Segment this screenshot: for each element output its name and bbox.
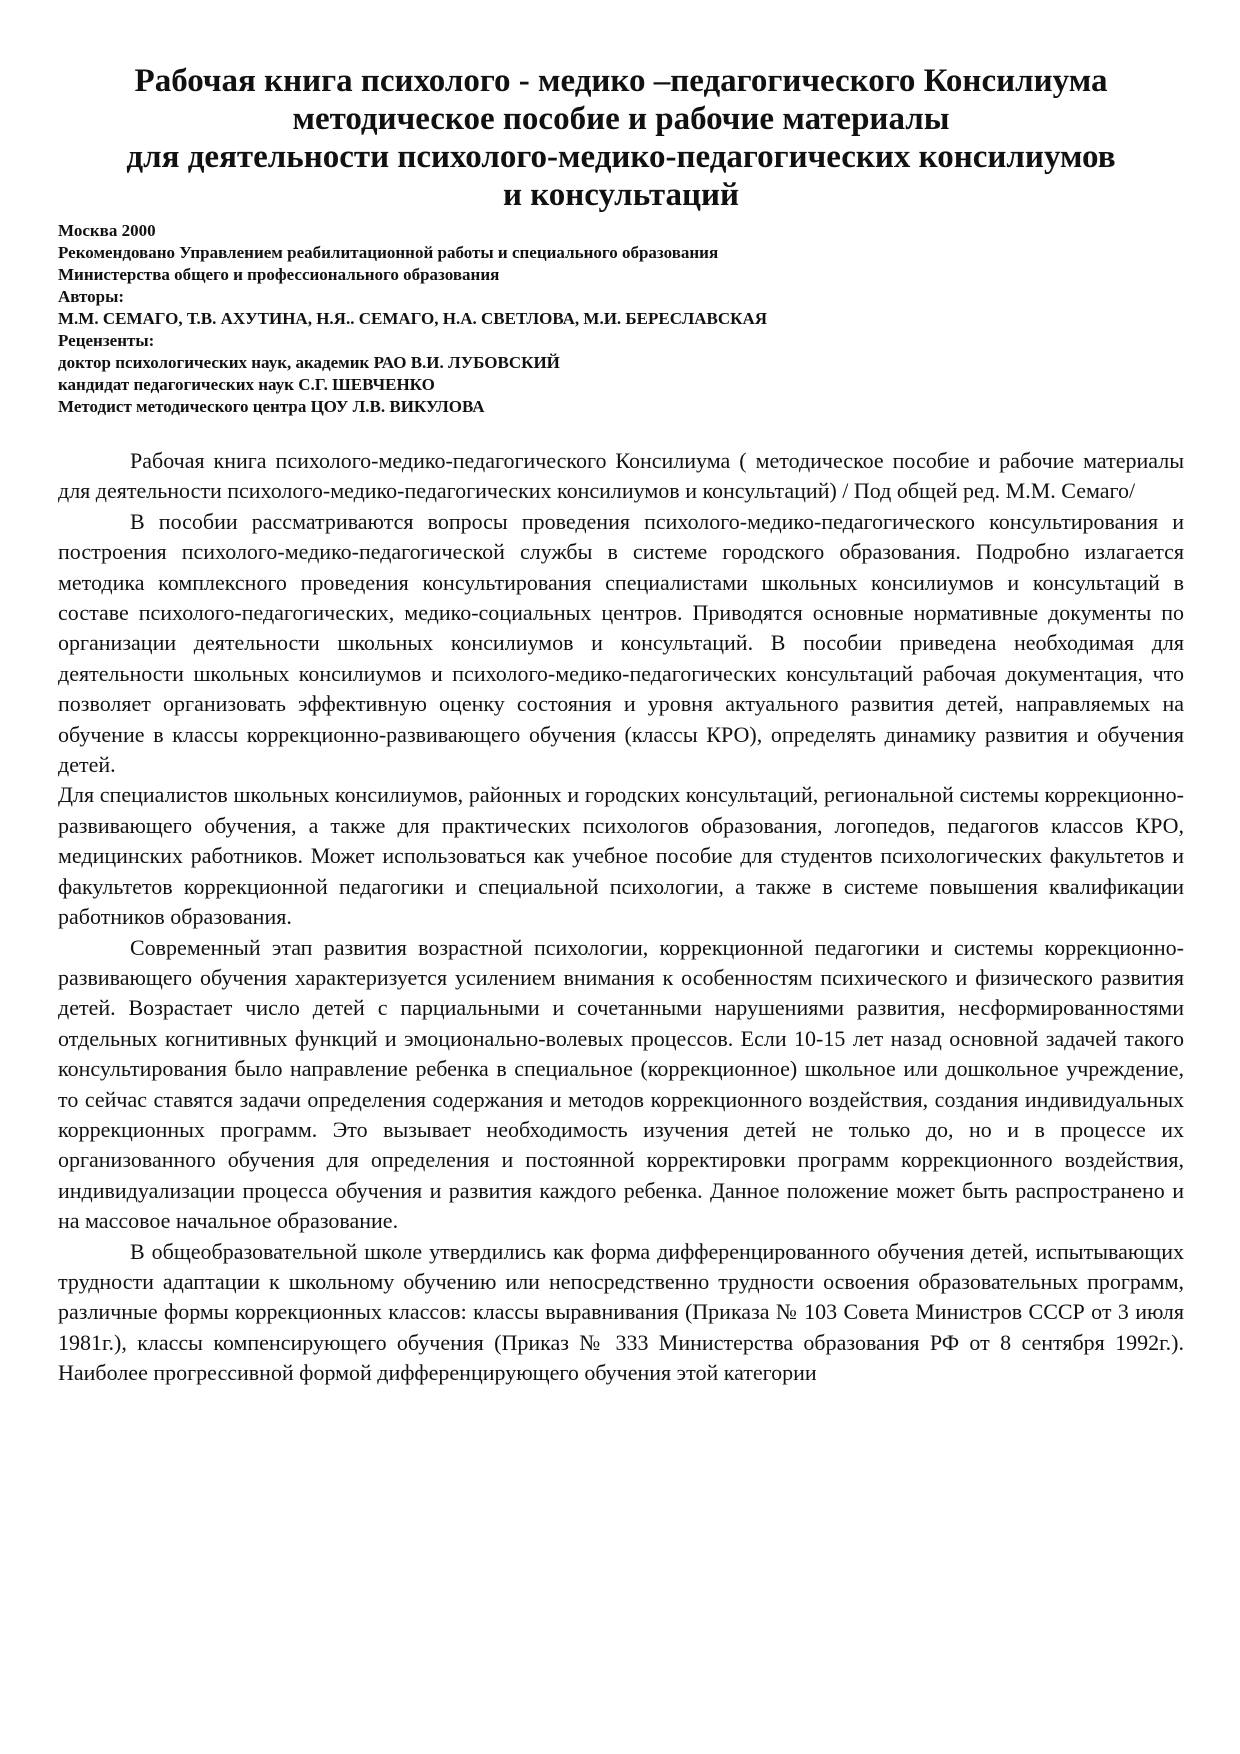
title-line: и консультаций [502, 177, 740, 213]
paragraph-classes: В общеобразовательной школе утвердились как форма дифференцированного обучения детей, испытывающих трудности адаптации к школьному обучению или непосредственно трудности освоения образовательных программ, различные формы коррекционных классов: классы выравнивания (Приказа № 103 Совета Министров СССР от 3 июля 1981г.), классы компенсирующего обучения (Приказ № 333 Министерства образования РФ от 8 сентября 1992г.). Наиболее прогрессивной формой дифференцирующего обучения этой категории [58, 1238, 1184, 1386]
document-title [58, 62, 1184, 214]
publication-city-year: Москва 2000 [58, 221, 156, 240]
reviewers-heading: Рецензенты: [58, 331, 155, 350]
authors-heading: Авторы: [58, 287, 125, 306]
authors-list: М.М. СЕМАГО, Т.В. АХУТИНА, Н.Я.. СЕМАГО, Н.А. СВЕТЛОВА, М.И. БЕРЕСЛАВСКАЯ [58, 309, 768, 328]
title-line: для деятельности психолого-медико-педагогических консилиумов [126, 139, 1116, 175]
title-line: Рабочая книга психолого - медико –педагогического Консилиума [134, 63, 1108, 99]
paragraph-audience: Для специалистов школьных консилиумов, районных и городских консультаций, региональной системы коррекционно-развивающего обучения, а также для практических психологов образования, логопедов, педагогов классов КРО, медицинских работников. Может использоваться как учебное пособие для студентов психологических факультетов и факультетов коррекционной педагогики и специальной психологии, а также в системе повышения квалификации работников образования. [58, 782, 1184, 930]
publication-info [58, 220, 1184, 418]
reviewer: кандидат педагогических наук С.Г. ШЕВЧЕНКО [58, 375, 435, 394]
recommendation-line: Министерства общего и профессионального образования [58, 265, 500, 284]
paragraph-abstract: В пособии рассматриваются вопросы проведения психолого-медико-педагогического консультирования и построения психолого-медико-педагогической службы в системе городского образования. Подробно излагается методика комплексного проведения консультирования специалистами школьных консилиумов и консультаций в составе психолого-педагогических, медико-социальных центров. Приводятся основные нормативные документы по организации деятельности школьных консилиумов и консультаций. В пособии приведена необходимая для деятельности школьных консилиумов и психолого-медико-педагогических консультаций рабочая документация, что позволяет организовать эффективную оценку состояния и уровня актуального развития детей, направляемых на обучение в классы коррекционно-развивающего обучения (классы КРО), определять динамику развития и обучения детей. [58, 508, 1184, 778]
title-line: методическое пособие и рабочие материалы [292, 101, 950, 137]
paragraph-intro: Современный этап развития возрастной психологии, коррекционной педагогики и системы коррекционно-развивающего обучения характеризуется усилением внимания к особенностям психического и физического развития детей. Возрастает число детей с парциальными и сочетанными нарушениями развития, несформированностями отдельных когнитивных функций и эмоционально-волевых процессов. Если 10-15 лет назад основной задачей такого консультирования было направление ребенка в специальное (коррекционное) школьное или дошкольное учреждение, то сейчас ставятся задачи определения содержания и методов коррекционного воздействия, создания индивидуальных коррекционных программ. Это вызывает необходимость изучения детей не только до, но и в процессе их организованного обучения для определения и постоянной корректировки программ коррекционного воздействия, индивидуализации процесса обучения и развития каждого ребенка. Данное положение может быть распространено и на массовое начальное образование. [58, 934, 1184, 1234]
paragraph-citation: Рабочая книга психолого-медико-педагогического Консилиума ( методическое пособие и рабочие материалы для деятельности психолого-медико-педагогических консилиумов и консультаций) / Под общей ред. М.М. Семаго/ [58, 448, 1184, 504]
reviewer: Методист методического центра ЦОУ Л.В. ВИКУЛОВА [58, 397, 485, 416]
recommendation-line: Рекомендовано Управлением реабилитационной работы и специального образования [58, 243, 719, 262]
document-body [58, 446, 1184, 1389]
reviewer: доктор психологических наук, академик РАО В.И. ЛУБОВСКИЙ [58, 353, 560, 372]
